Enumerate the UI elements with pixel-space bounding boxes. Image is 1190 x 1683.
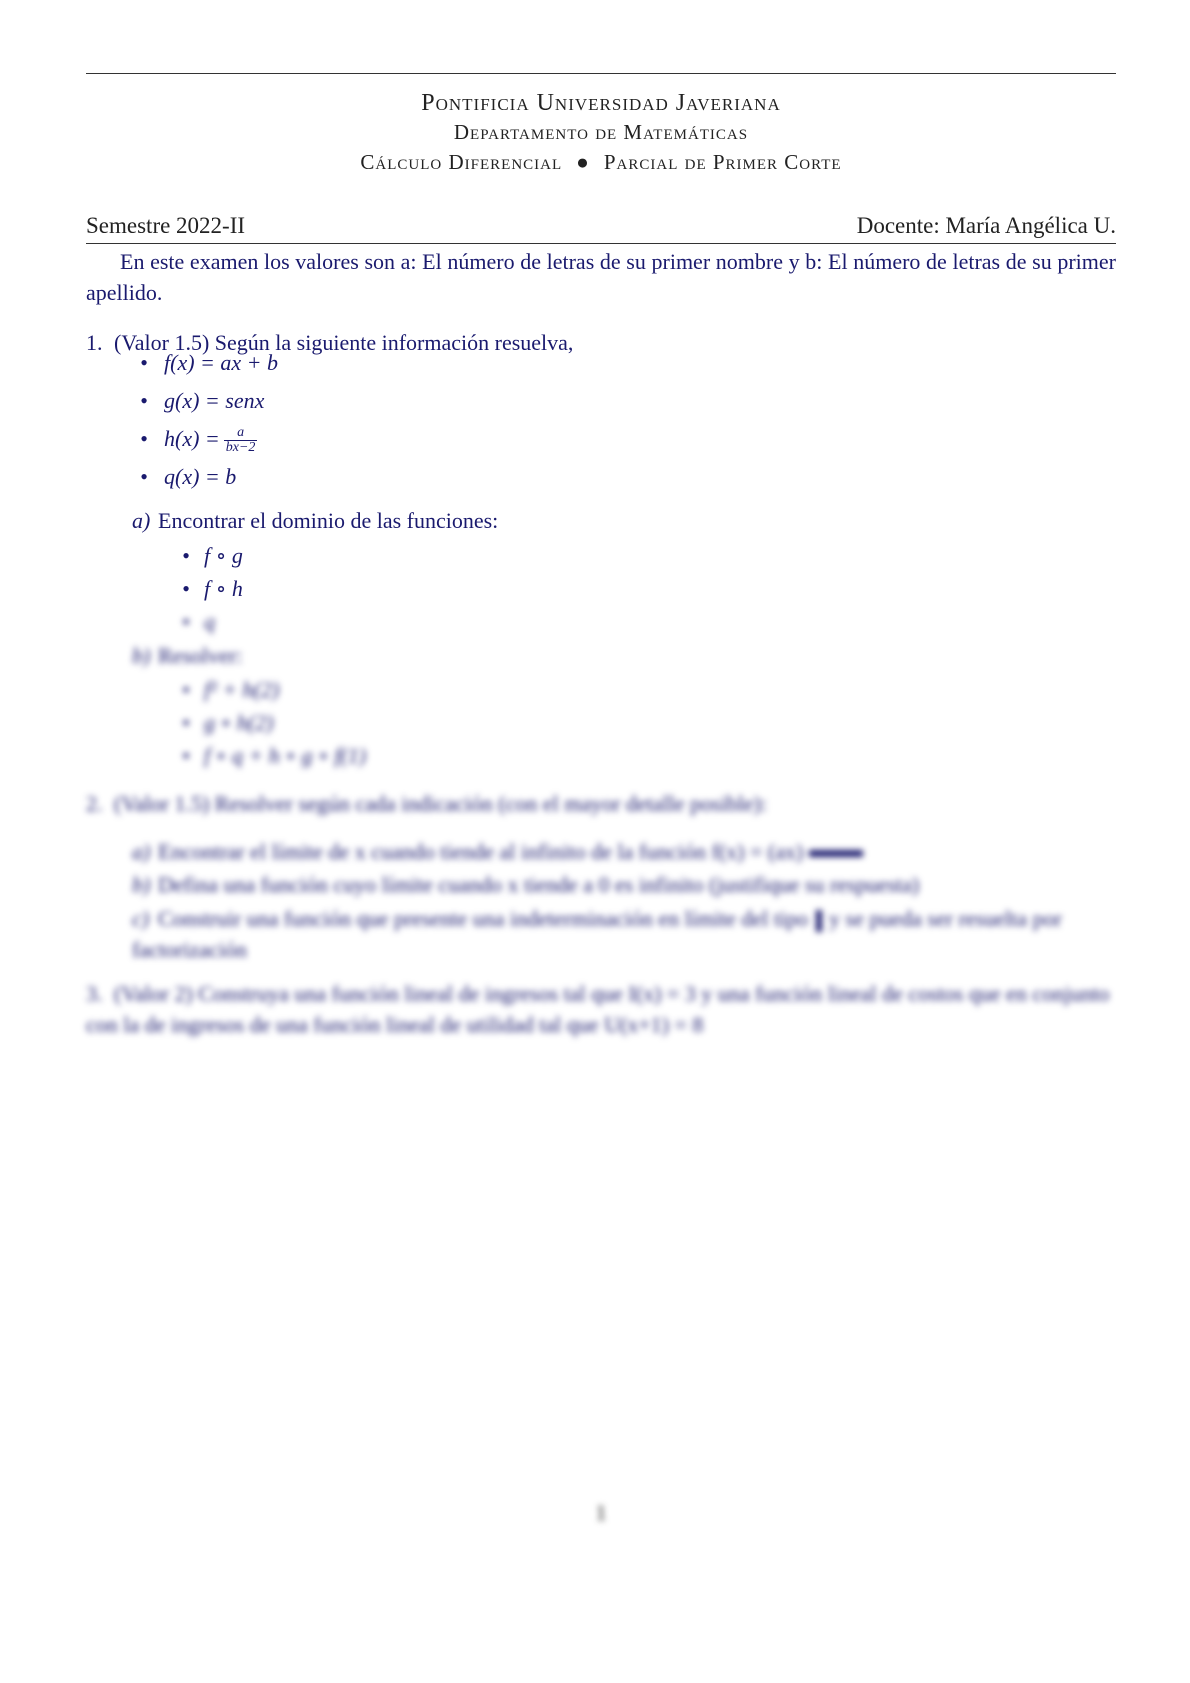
item-f-o-h: • f ∘ h (182, 576, 243, 609)
item-q: • q (182, 609, 243, 642)
page-number: 1 (595, 1500, 607, 1525)
question-2: 2. (Valor 1.5) Resolver según cada indicación (con el mayor detalle posible): (86, 791, 768, 816)
function-g: • g(x) = senx (140, 388, 278, 426)
exam-name: Parcial de Primer Corte (603, 150, 842, 174)
q2-part-c: c) Construir una función que presente una indeterminación en límite del tipo y se pueda ser resuelta por factorización (132, 906, 1062, 962)
part-a-items (182, 543, 243, 642)
question-text: (Valor 1.5) Según la siguiente información resuelva, (114, 330, 574, 355)
bullet-separator: ● (576, 150, 590, 174)
intro-paragraph: En este examen los valores son a: El número de letras de su primer nombre y b: El número de letras de su primer apellido. (86, 249, 1116, 305)
function-h: • h(x) = $\frac{a}{bx-2}$ (140, 426, 278, 464)
question-number: 1. (86, 330, 103, 355)
top-rule (86, 73, 1116, 74)
university-name: Pontificia Universidad Javeriana (421, 90, 781, 116)
part-b-items (182, 677, 366, 776)
item-b1: • f² + h(2) (182, 677, 366, 710)
department-name: Departamento de Matemáticas (453, 120, 749, 144)
exam-page (86, 0, 1116, 1683)
course-name: Cálculo Diferencial (360, 150, 563, 174)
q2-part-a: a) Encontrar el límite de x cuando tiende al infinito de la función f(x) = (ax) (132, 836, 1116, 867)
part-a: a) Encontrar el dominio de las funciones: (132, 508, 499, 533)
part-b: b) Resolver: (132, 643, 243, 668)
item-b2: • g ∘ h(2) (182, 710, 366, 743)
teacher: Docente: María Angélica U. (856, 213, 1116, 238)
question-3: 3. (Valor 2) Construya una función lineal de ingresos tal que I(x) = 3 y una función lineal de costos que en conjunto con la de ingresos de una función lineal de utilidad tal que U(x+1) = 8 (86, 981, 1110, 1037)
semester: Semestre 2022-II (86, 213, 246, 238)
function-f: • f(x) = ax + b (140, 350, 278, 388)
meta-rule (86, 243, 1116, 244)
item-b3: • f ∘ q + h ∘ g ∘ f(1) (182, 743, 366, 776)
function-list (140, 350, 278, 502)
function-q: • q(x) = b (140, 464, 278, 502)
course-line (86, 150, 1116, 175)
item-f-o-g: • f ∘ g (182, 543, 243, 576)
q2-part-b: b) Defina una función cuyo límite cuando x tiende a 0 es infinito (justifique su respuesta) (132, 872, 920, 897)
